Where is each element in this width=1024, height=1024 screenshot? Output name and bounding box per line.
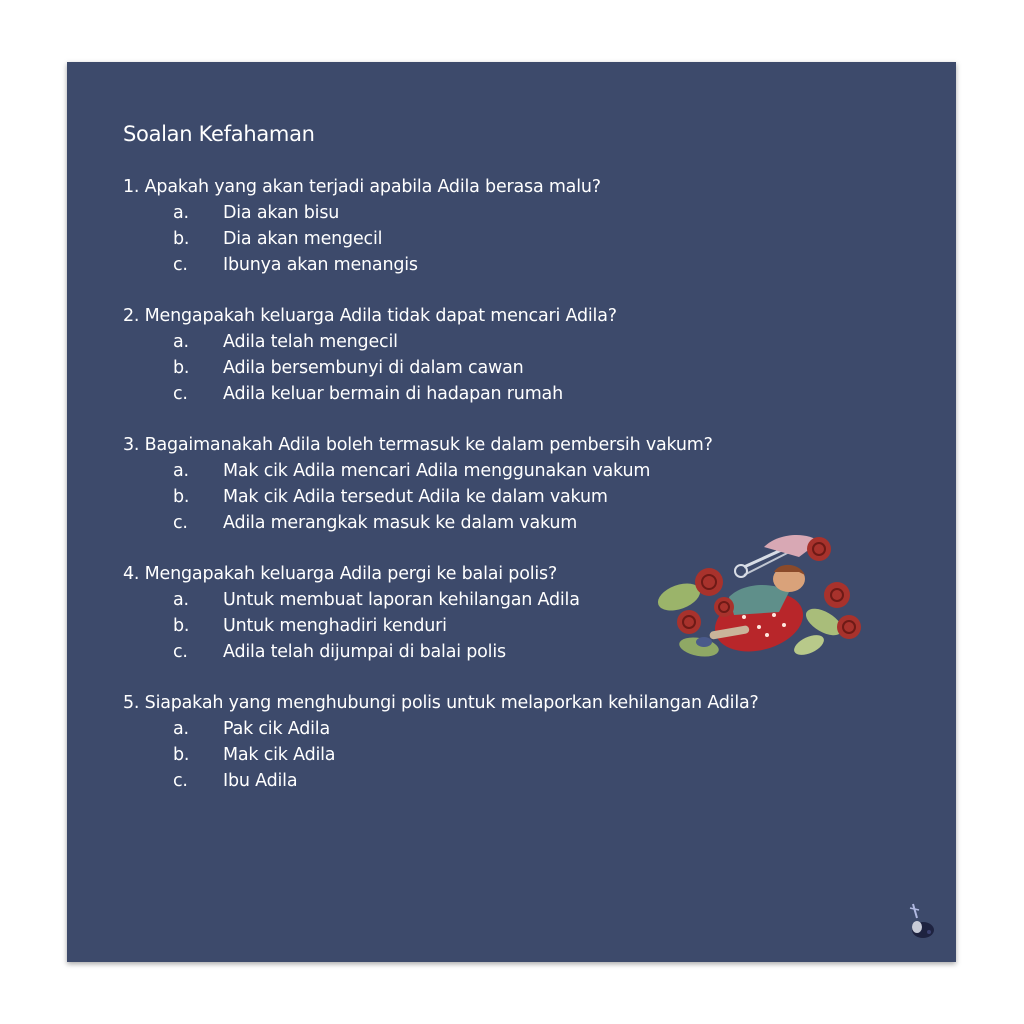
option-text: Dia akan bisu [223, 203, 340, 223]
option-text: Adila bersembunyi di dalam cawan [223, 358, 524, 378]
question-1 [123, 174, 903, 278]
option-letter: a. [173, 590, 189, 610]
option-letter: a. [173, 719, 189, 739]
question-text: 2. Mengapakah keluarga Adila tidak dapat mencari Adila? [123, 306, 617, 326]
question-5 [123, 690, 903, 794]
girl-with-flowers-and-safety-pin-illustration [649, 527, 869, 672]
option-a [123, 329, 903, 355]
small-figure-icon [905, 900, 937, 942]
option-a [123, 200, 903, 226]
question-text: 1. Apakah yang akan terjadi apabila Adila berasa malu? [123, 177, 601, 197]
option-letter: b. [173, 616, 190, 636]
worksheet-page [67, 62, 956, 962]
option-c [123, 381, 903, 407]
option-text: Adila keluar bermain di hadapan rumah [223, 384, 563, 404]
option-text: Adila telah dijumpai di balai polis [223, 642, 506, 662]
option-letter: c. [173, 513, 188, 533]
option-b [123, 742, 903, 768]
option-list [123, 716, 903, 794]
option-text: Pak cik Adila [223, 719, 330, 739]
option-letter: c. [173, 642, 188, 662]
option-c [123, 768, 903, 794]
option-list [123, 200, 903, 278]
option-letter: b. [173, 745, 190, 765]
option-text: Adila merangkak masuk ke dalam vakum [223, 513, 578, 533]
question-text: 5. Siapakah yang menghubungi polis untuk melaporkan kehilangan Adila? [123, 693, 759, 713]
option-a [123, 458, 903, 484]
option-a [123, 716, 903, 742]
option-text: Ibu Adila [223, 771, 298, 791]
question-3 [123, 432, 903, 536]
option-text: Mak cik Adila mencari Adila menggunakan vakum [223, 461, 651, 481]
option-letter: a. [173, 203, 189, 223]
option-text: Untuk membuat laporan kehilangan Adila [223, 590, 580, 610]
option-list [123, 329, 903, 407]
option-c [123, 252, 903, 278]
question-list [123, 174, 903, 819]
option-letter: c. [173, 255, 188, 275]
option-text: Dia akan mengecil [223, 229, 383, 249]
option-text: Untuk menghadiri kenduri [223, 616, 447, 636]
option-letter: a. [173, 332, 189, 352]
page-title: Soalan Kefahaman [123, 122, 315, 146]
option-text: Ibunya akan menangis [223, 255, 418, 275]
option-b [123, 484, 903, 510]
option-letter: b. [173, 229, 190, 249]
option-letter: a. [173, 461, 189, 481]
option-b [123, 355, 903, 381]
question-text: 4. Mengapakah keluarga Adila pergi ke balai polis? [123, 564, 558, 584]
question-2 [123, 303, 903, 407]
option-text: Adila telah mengecil [223, 332, 398, 352]
question-text: 3. Bagaimanakah Adila boleh termasuk ke dalam pembersih vakum? [123, 435, 713, 455]
option-text: Mak cik Adila [223, 745, 336, 765]
option-list [123, 458, 903, 536]
option-letter: b. [173, 487, 190, 507]
option-letter: b. [173, 358, 190, 378]
option-letter: c. [173, 384, 188, 404]
option-b [123, 226, 903, 252]
option-text: Mak cik Adila tersedut Adila ke dalam vakum [223, 487, 608, 507]
option-letter: c. [173, 771, 188, 791]
